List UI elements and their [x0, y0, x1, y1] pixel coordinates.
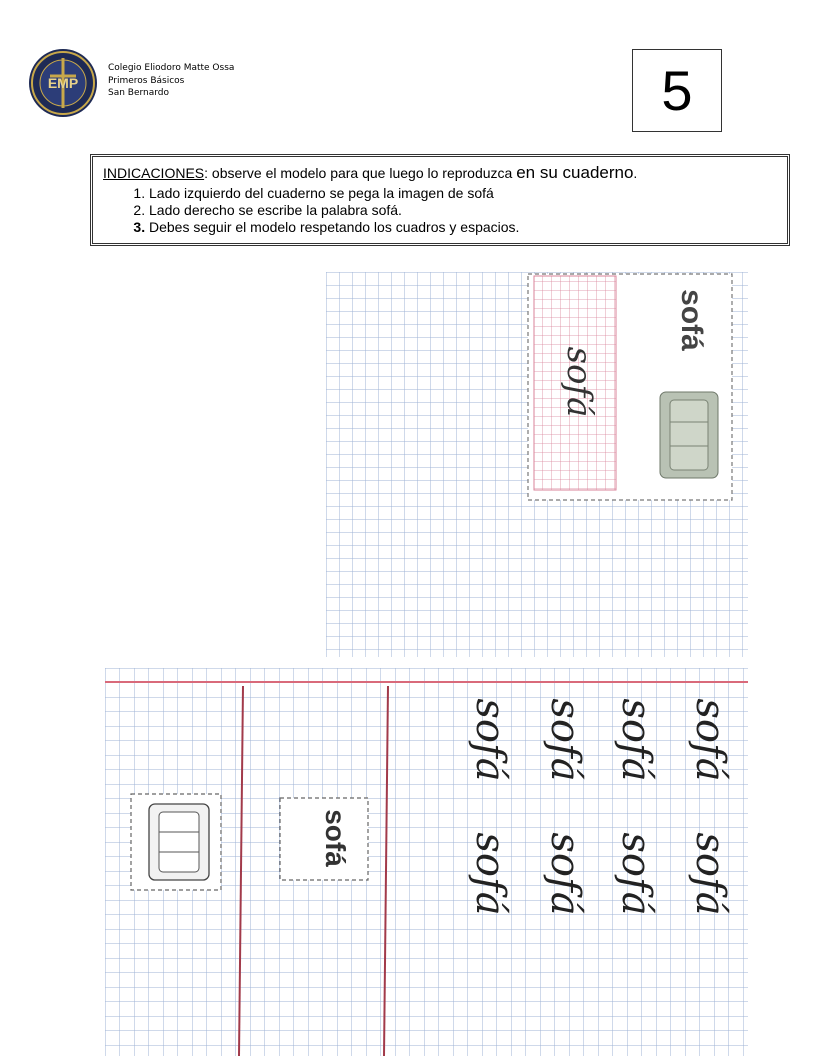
instructions-end: . — [633, 165, 638, 181]
cursive-word-3: sofá — [613, 698, 659, 782]
instructions-box — [90, 154, 790, 246]
cursive-word-6: sofá — [542, 832, 588, 916]
top-cursive-word: sofá — [559, 346, 599, 418]
instructions-label: INDICACIONES — [103, 165, 205, 181]
school-city: San Bernardo — [108, 88, 170, 98]
cursive-word-7: sofá — [613, 832, 659, 916]
instructions-steps — [103, 185, 777, 236]
notebook-model-top — [326, 272, 748, 657]
top-printed-word: sofá — [675, 289, 708, 351]
school-logo — [28, 48, 98, 118]
logo-lettering: EMP — [47, 75, 79, 91]
school-info — [108, 62, 234, 100]
top-sofa-icon — [660, 392, 718, 478]
cursive-word-2: sofá — [542, 698, 588, 782]
notebook-model-bottom — [105, 668, 748, 1056]
bottom-printed-word: sofá — [320, 809, 351, 867]
cursive-word-8: sofá — [687, 832, 733, 916]
cursive-word-5: sofá — [467, 832, 513, 916]
bottom-sofa-icon — [149, 804, 209, 880]
school-grade: Primeros Básicos — [108, 75, 185, 86]
step-3: 3. Debes seguir el modelo respetando los cuadros y espacios. — [149, 219, 777, 236]
page-number: 5 — [632, 49, 722, 132]
step-1: 1. Lado izquierdo del cuaderno se pega la imagen de sofá — [149, 185, 777, 202]
instructions-lead — [103, 163, 777, 183]
cursive-word-4: sofá — [687, 698, 733, 782]
instructions-text: : observe el modelo para que luego lo reproduzca — [204, 165, 517, 181]
school-name: Colegio Eliodoro Matte Ossa — [108, 63, 235, 73]
cursive-word-1: sofá — [467, 698, 513, 782]
step-2: 2. Lado derecho se escribe la palabra sofá. — [149, 202, 777, 219]
instructions-emphasis: en su cuaderno — [516, 163, 634, 182]
